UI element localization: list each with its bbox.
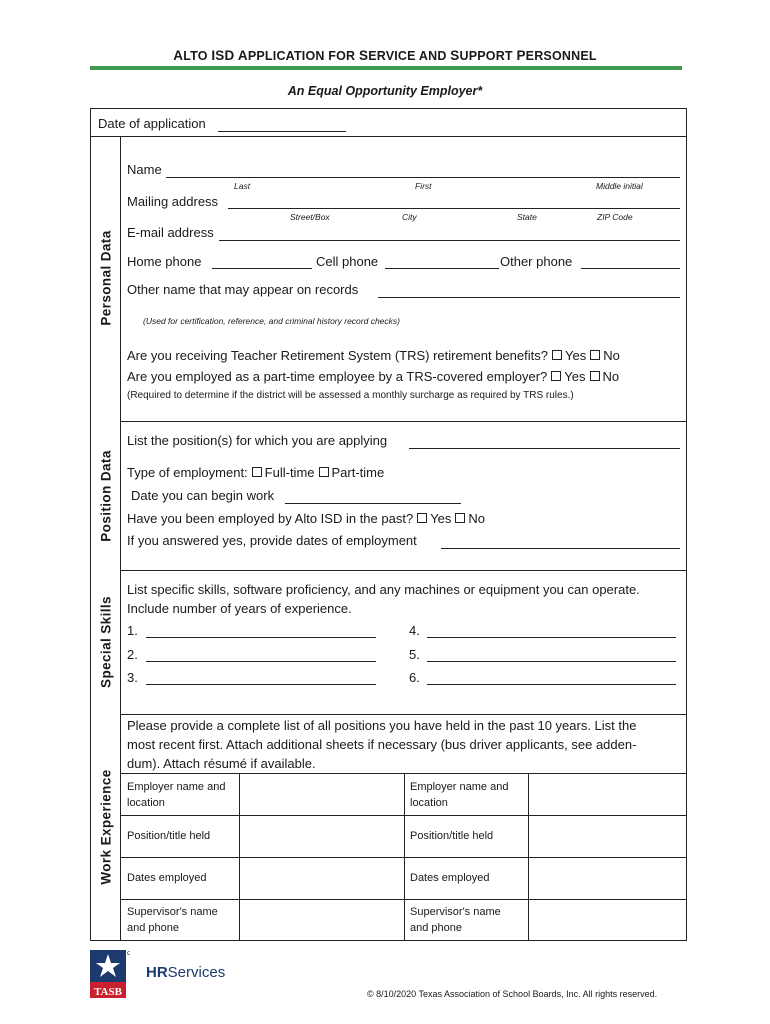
- email-label: E-mail address: [127, 225, 214, 240]
- table-row-label: Supervisor's name and phone: [127, 906, 218, 934]
- employer-input-1[interactable]: [241, 775, 402, 813]
- title-part: S: [450, 48, 460, 63]
- street-caption: Street/Box: [290, 212, 330, 222]
- skill-number: 3.: [127, 670, 138, 685]
- tasb-logo: [90, 950, 130, 1000]
- hr-services-logo: HRServices: [146, 964, 226, 981]
- title-part: ERVICE AND: [368, 49, 451, 63]
- position-input-2[interactable]: [530, 817, 685, 855]
- table-row-label: Position/title held: [127, 830, 211, 842]
- title-part: P: [516, 48, 526, 63]
- title-part: ERSONNEL: [525, 49, 597, 63]
- mailing-address-field[interactable]: [228, 208, 680, 209]
- employer-input-2[interactable]: [530, 775, 685, 813]
- tasb-logo-graphic: [90, 950, 130, 1000]
- skill-field-4[interactable]: [427, 637, 676, 638]
- trs2-no-checkbox[interactable]: [590, 371, 600, 381]
- skill-number: 4.: [409, 623, 420, 638]
- divider: [120, 714, 687, 715]
- table-row-label: Dates employed: [410, 872, 490, 884]
- skill-number: 1.: [127, 623, 138, 638]
- name-last-caption: Last: [234, 181, 251, 191]
- employed-past-yes-checkbox[interactable]: [417, 513, 427, 523]
- cell-phone-label: Cell phone: [316, 254, 379, 269]
- begin-date-field[interactable]: [285, 503, 461, 504]
- skill-field-1[interactable]: [146, 637, 376, 638]
- full-time-checkbox[interactable]: [252, 467, 262, 477]
- part-time-checkbox[interactable]: [319, 467, 329, 477]
- name-middle-caption: Middle initial: [596, 181, 643, 191]
- divider: [90, 136, 687, 137]
- title-rule: [90, 66, 682, 70]
- home-phone-field[interactable]: [212, 268, 312, 269]
- work-instruction-3: dum). Attach résumé if available.: [127, 756, 316, 771]
- cell-phone-field[interactable]: [385, 268, 499, 269]
- table-row-label: Supervisor's name and phone: [410, 906, 501, 934]
- table-row-label: Employer name and location: [127, 781, 226, 809]
- state-caption: State: [517, 212, 537, 222]
- positions-label: List the position(s) for which you are applying: [127, 433, 388, 448]
- dates-input-1[interactable]: [241, 859, 402, 897]
- positions-field[interactable]: [409, 448, 680, 449]
- dates-input-2[interactable]: [530, 859, 685, 897]
- copyright-notice: © 8/10/2020 Texas Association of School Boards, Inc. All rights reserved.: [367, 989, 658, 999]
- employment-type: Type of employment: Full-time Part-time: [127, 465, 385, 480]
- home-phone-label: Home phone: [127, 254, 202, 269]
- zip-caption: ZIP Code: [597, 212, 633, 222]
- supervisor-input-2[interactable]: [530, 901, 685, 939]
- email-field[interactable]: [219, 240, 680, 241]
- skill-field-6[interactable]: [427, 684, 676, 685]
- skills-instruction-2: Include number of years of experience.: [127, 601, 352, 616]
- other-phone-label: Other phone: [500, 254, 573, 269]
- city-caption: City: [402, 212, 417, 222]
- title-part: PPLICATION FOR: [247, 49, 359, 63]
- date-of-application-field[interactable]: [218, 131, 346, 132]
- skill-number: 2.: [127, 647, 138, 662]
- table-row-label: Position/title held: [410, 830, 494, 842]
- other-name-label: Other name that may appear on records: [127, 282, 359, 297]
- employed-past-question: Have you been employed by Alto ISD in the past? Yes No: [127, 511, 486, 526]
- divider: [120, 570, 687, 571]
- skill-number: 5.: [409, 647, 420, 662]
- other-phone-field[interactable]: [581, 268, 680, 269]
- skill-field-2[interactable]: [146, 661, 376, 662]
- employed-past-no-checkbox[interactable]: [455, 513, 465, 523]
- work-instruction-2: most recent first. Attach additional sheets if necessary (bus driver applicants, see adden-: [127, 737, 637, 752]
- trs-question-1: Are you receiving Teacher Retirement System (TRS) retirement benefits? Yes No: [127, 348, 620, 363]
- trs1-yes-checkbox[interactable]: [552, 350, 562, 360]
- skill-field-5[interactable]: [427, 661, 676, 662]
- section-label-column: [120, 136, 121, 941]
- trs1-no-checkbox[interactable]: [590, 350, 600, 360]
- title-part: UPPORT: [459, 49, 517, 63]
- name-field[interactable]: [166, 177, 680, 178]
- trs2-yes-checkbox[interactable]: [551, 371, 561, 381]
- position-input-1[interactable]: [241, 817, 402, 855]
- divider: [120, 421, 687, 422]
- form-subtitle: An Equal Opportunity Employer*: [287, 84, 483, 98]
- table-row-label: Employer name and location: [410, 781, 509, 809]
- form-title: [0, 48, 770, 63]
- work-instruction-1: Please provide a complete list of all positions you have held in the past 10 years. List the: [127, 718, 637, 733]
- begin-date-label: Date you can begin work: [131, 488, 275, 503]
- tasb-logo-text: TASB: [94, 986, 122, 998]
- table-row-label: Dates employed: [127, 872, 207, 884]
- skill-number: 6.: [409, 670, 420, 685]
- table-column-rule: [239, 773, 240, 941]
- trs-note: (Required to determine if the district will be assessed a monthly surcharge as required by TRS rules.): [127, 390, 574, 401]
- skill-field-3[interactable]: [146, 684, 376, 685]
- employment-dates-field[interactable]: [441, 548, 680, 549]
- other-name-note: (Used for certification, reference, and criminal history record checks): [143, 316, 400, 326]
- title-part: ISD A: [211, 48, 248, 63]
- name-first-caption: First: [415, 181, 432, 191]
- title-part: LTO: [183, 49, 212, 63]
- trs-question-2: Are you employed as a part-time employee by a TRS-covered employer? Yes No: [127, 369, 620, 384]
- table-column-rule: [404, 773, 405, 941]
- mailing-address-label: Mailing address: [127, 194, 219, 209]
- other-name-field[interactable]: [378, 297, 680, 298]
- table-column-rule: [528, 773, 529, 941]
- supervisor-input-1[interactable]: [241, 901, 402, 939]
- title-part: A: [173, 48, 184, 63]
- name-label: Name: [127, 162, 162, 177]
- title-part: S: [358, 48, 369, 63]
- employment-dates-label: If you answered yes, provide dates of employment: [127, 533, 417, 548]
- skills-instruction-1: List specific skills, software proficiency, and any machines or equipment you can operate.: [127, 582, 640, 597]
- date-of-application-label: Date of application: [98, 116, 206, 131]
